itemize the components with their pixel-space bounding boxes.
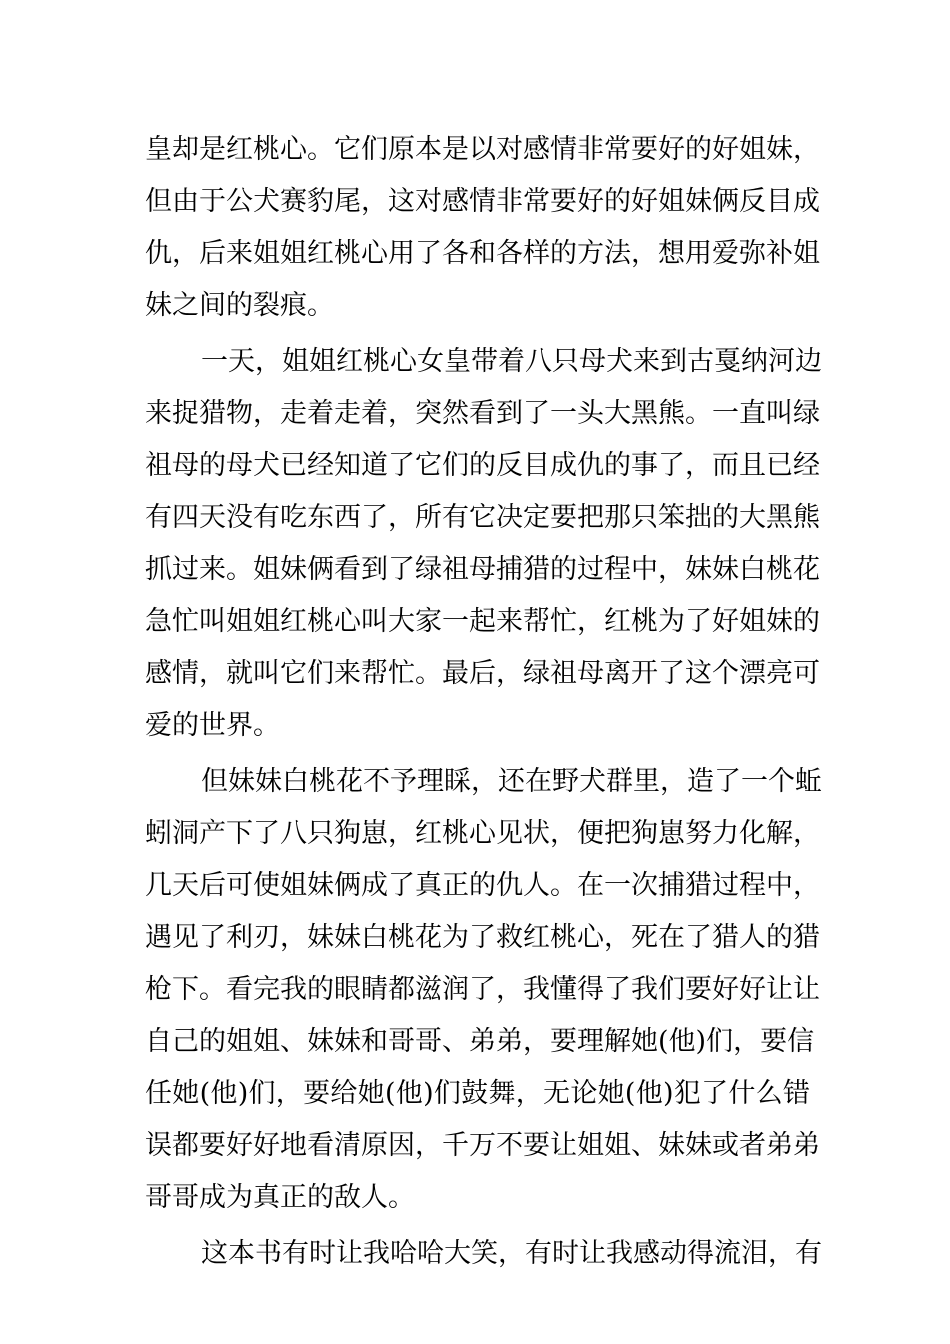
paragraph-3 [145, 756, 822, 1224]
text-line: 有四天没有吃东西了，所有它决定要把那只笨拙的大黑熊 [145, 502, 820, 533]
text-line: 自己的姐姐、妹妹和哥哥、弟弟，要理解她(他)们，要信 [145, 1026, 815, 1057]
paragraph-1 [145, 124, 820, 332]
text-line: 几天后可使姐妹俩成了真正的仇人。在一次捕猎过程中， [145, 870, 820, 901]
body-text [145, 124, 822, 1284]
text-line: 爱的世界。 [145, 710, 280, 741]
text-line: 误都要好好地看清原因，千万不要让姐姐、妹妹或者弟弟 [145, 1130, 820, 1161]
text-line: 仇，后来姐姐红桃心用了各和各样的方法，想用爱弥补姐 [145, 238, 820, 269]
text-line: 但由于公犬赛豹尾，这对感情非常要好的好姐妹俩反目成 [145, 186, 820, 217]
text-line: 抓过来。姐妹俩看到了绿祖母捕猎的过程中，妹妹白桃花 [145, 554, 820, 585]
paragraph-4 [145, 1228, 822, 1280]
text-line: 一天，姐姐红桃心女皇带着八只母犬来到古戛纳河边 [201, 346, 822, 377]
text-line: 哥哥成为真正的敌人。 [145, 1182, 415, 1213]
text-line: 皇却是红桃心。它们原本是以对感情非常要好的好姐妹， [145, 134, 820, 165]
text-line: 但妹妹白桃花不予理睬，还在野犬群里，造了一个蚯 [201, 766, 822, 797]
text-line: 妹之间的裂痕。 [145, 290, 334, 321]
text-line: 枪下。看完我的眼睛都滋润了，我懂得了我们要好好让让 [145, 974, 820, 1005]
text-line: 这本书有时让我哈哈大笑，有时让我感动得流泪，有 [201, 1238, 822, 1269]
text-line: 蚓洞产下了八只狗崽，红桃心见状，便把狗崽努力化解， [145, 818, 820, 849]
text-line: 来捉猎物，走着走着，突然看到了一头大黑熊。一直叫绿 [145, 398, 820, 429]
paragraph-2 [145, 336, 822, 752]
text-line: 祖母的母犬已经知道了它们的反目成仇的事了，而且已经 [145, 450, 820, 481]
text-line: 遇见了利刃，妹妹白桃花为了救红桃心，死在了猎人的猎 [145, 922, 820, 953]
text-line: 感情，就叫它们来帮忙。最后，绿祖母离开了这个漂亮可 [145, 658, 820, 689]
text-line: 急忙叫姐姐红桃心叫大家一起来帮忙，红桃为了好姐妹的 [145, 606, 820, 637]
text-line: 任她(他)们，要给她(他)们鼓舞，无论她(他)犯了什么错 [145, 1078, 810, 1109]
